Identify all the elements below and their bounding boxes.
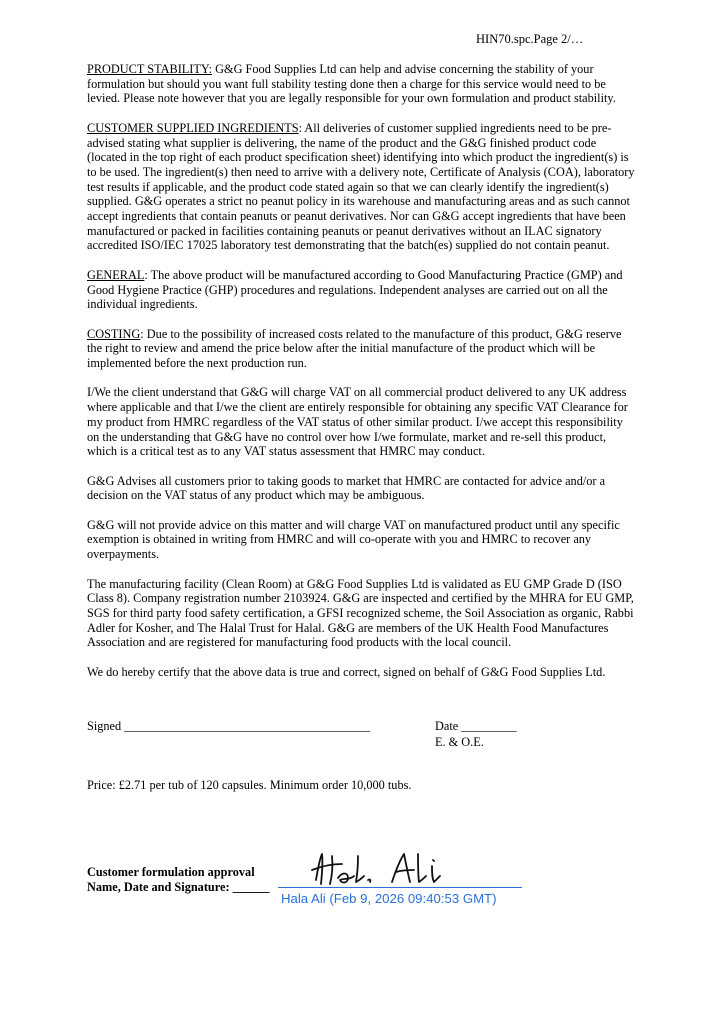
paragraph-vat-advice: G&G Advises all customers prior to taking goods to market that HMRC are contacted for advice and/or a decision on the VAT status of any product which may be ambiguous. — [87, 473, 606, 503]
heading-product-stability: PRODUCT STABILITY: — [87, 62, 213, 76]
paragraph-general — [87, 268, 637, 312]
paragraph-certify: We do hereby certify that the above data is true and correct, signed on behalf of G&G Food Supplies Ltd. — [87, 664, 606, 679]
text-customer-ingredients: : All deliveries of customer supplied ingredients need to be pre-advised stating what supplier is delivering, the name of the product and the G&G finished product code (located in the top right of each product specification sheet) identifying into which product the ingredient(s) is to be used. The ingredient(s) then need to arrive with a delivery note, Certificate of Analysis (COA), laboratory test results if applicable, and the product code stated again so that we can clearly identify the ingredient(s) supplied. G&G operates a strict no peanut policy in its warehouse and manufacturing areas and as such cannot accept ingredients that contain peanuts or peanut derivatives. Nor can G&G accept ingredients that have been manufactured or packed in facilities containing peanuts or peanut derivatives without an ILAC signatory accredited ISO/IEC 17025 laboratory test demonstrating that the batch(es) supplied do not contain peanut. — [87, 120, 635, 253]
paragraph-vat-understanding: I/We the client understand that G&G will charge VAT on all commercial product delivered to any UK address where applicable and that I/we the client are entirely responsible for obtaining any specific VAT Clearance for my product from HMRC regardless of the VAT status of other similar product. I/we accept this responsibility on the understanding that G&G have no control over how I/we formulate, market and re-sell this product, which is a critical test as to any VAT status assessment that HMRC may conduct. — [87, 385, 628, 459]
heading-costing: COSTING — [87, 326, 141, 341]
handwritten-signature — [308, 850, 458, 890]
approval-block — [87, 865, 270, 895]
paragraph-product-stability — [87, 62, 637, 106]
price-line: Price: £2.71 per tub of 120 capsules. Minimum order 10,000 tubs. — [87, 778, 412, 792]
heading-general: GENERAL — [87, 267, 145, 282]
signoff-row — [87, 719, 647, 759]
approval-label: Customer formulation approval — [87, 865, 255, 879]
eoe-note: E. & O.E. — [435, 735, 484, 749]
page-reference: HIN70.spc.Page 2/… — [476, 32, 584, 46]
paragraph-facility: The manufacturing facility (Clean Room) at G&G Food Supplies Ltd is validated as EU GMP Grade D (ISO Class 8). Company registration number 2103924. G&G are inspected and certified by the MHRA for EU GMP, SGS for third party food safety certification, a GFSI recognized scheme, the Soil Association as organic, Rabbi Adler for Kosher, and The Halal Trust for Halal. G&G are members of the UK Health Food Manufactures Association and are registered for manufacturing food products with the local council. — [87, 576, 634, 650]
signed-line: Signed ________________________________________ — [87, 719, 371, 733]
paragraph-customer-ingredients — [87, 121, 637, 253]
paragraph-vat-no-advice: G&G will not provide advice on this matter and will charge VAT on manufactured product until any specific exemption is obtained in writing from HMRC and will co-operate with you and HMRC to recover any overpayments. — [87, 517, 620, 562]
paragraph-costing — [87, 327, 637, 371]
date-line: Date _________ — [435, 719, 517, 733]
signature-caption: Hala Ali (Feb 9, 2026 09:40:53 GMT) — [281, 891, 497, 906]
approval-name-date-signature: Name, Date and Signature: ______ — [87, 880, 270, 894]
text-costing: : Due to the possibility of increased costs related to the manufacture of this product, G&G reserve the right to review and amend the price below after the initial manufacture of the product which will be implemented before the next production run. — [87, 326, 622, 371]
document-body — [87, 62, 637, 694]
signature-underline — [278, 887, 522, 888]
heading-customer-ingredients: CUSTOMER SUPPLIED INGREDIENTS — [87, 120, 299, 135]
text-general: : The above product will be manufactured according to Good Manufacturing Practice (GMP) and Good Hygiene Practice (GHP) procedures and regulations. Independent analyses are carried out on all the individual ingredients. — [87, 267, 623, 312]
text-product-stability: G&G Food Supplies Ltd can help and advise concerning the stability of your formulation but should you want full stability testing done then a charge for this service would need to be levied. Please note however that you are legally responsible for your own formulation and product stability. — [87, 62, 616, 106]
